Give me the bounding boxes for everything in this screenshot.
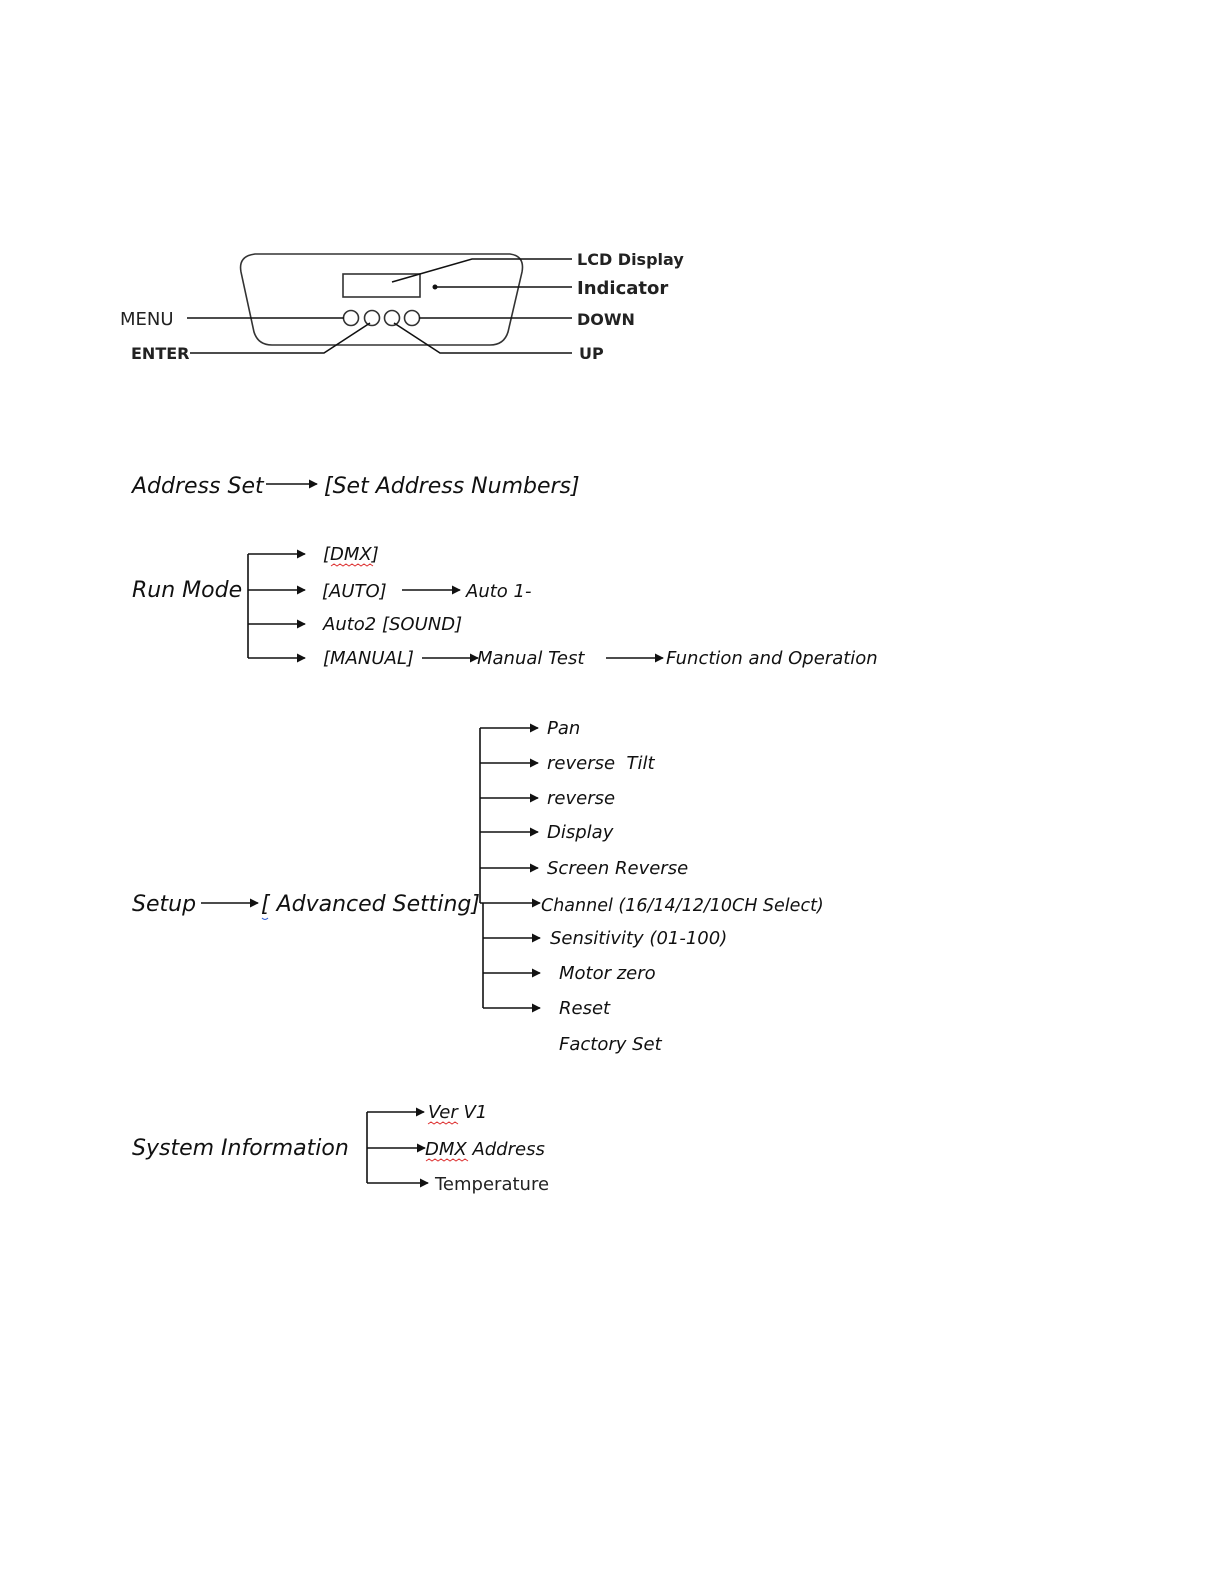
menu-button[interactable] <box>344 311 359 326</box>
menu-label: MENU <box>120 309 174 330</box>
setup-branch <box>132 718 824 1055</box>
auto2-sound-option: Auto2 [SOUND] <box>323 614 463 635</box>
lcd-display-label: LCD Display <box>577 250 684 269</box>
auto-option: [AUTO] <box>322 581 387 602</box>
setup-item-reset: Reset <box>559 998 611 1019</box>
down-label: DOWN <box>577 310 635 329</box>
down-button[interactable] <box>405 311 420 326</box>
system-information-label: System Information <box>132 1136 349 1161</box>
system-info-temperature: Temperature <box>435 1174 550 1195</box>
setup-item-channel: Channel (16/14/12/10CH Select) <box>541 896 824 916</box>
advanced-setting: [ Advanced Setting] <box>261 892 480 917</box>
setup-item-factory-set: Factory Set <box>559 1034 662 1055</box>
auto-1-option: Auto 1- <box>466 581 532 602</box>
device-body <box>241 254 523 345</box>
device-panel <box>120 250 684 363</box>
setup-item-motor-zero: Motor zero <box>559 963 656 984</box>
setup-item-reverse: reverse <box>547 788 616 809</box>
function-operation-option: Function and Operation <box>666 648 878 669</box>
setup-label: Setup <box>132 892 197 917</box>
system-info-ver: Ver V1 <box>428 1102 488 1123</box>
run-mode-branch <box>132 544 878 669</box>
indicator-led <box>433 285 438 290</box>
advanced-grammar-mark <box>262 918 268 920</box>
enter-label: ENTER <box>131 344 190 363</box>
system-information-branch <box>132 1102 549 1195</box>
address-set-label: Address Set <box>132 474 264 499</box>
indicator-label: Indicator <box>577 278 669 299</box>
setup-item-reverse-tilt: reverse Tilt <box>547 753 655 774</box>
setup-item-sensitivity: Sensitivity (01-100) <box>550 928 728 949</box>
up-label: UP <box>579 344 604 363</box>
system-info-dmx-address: DMX Address <box>425 1139 545 1160</box>
setup-item-pan: Pan <box>547 718 581 739</box>
enter-leader <box>190 323 370 353</box>
setup-item-screen-reverse: Screen Reverse <box>547 858 689 879</box>
up-button[interactable] <box>385 311 400 326</box>
manual-test-option: Manual Test <box>477 648 585 669</box>
up-leader <box>394 323 572 353</box>
enter-button[interactable] <box>365 311 380 326</box>
lcd-pointer-line <box>392 259 572 282</box>
manual-option: [MANUAL] <box>323 648 414 669</box>
address-set-branch <box>130 474 580 499</box>
dmx-option: [DMX] <box>323 544 379 565</box>
set-address-numbers: [Set Address Numbers] <box>324 474 580 499</box>
run-mode-label: Run Mode <box>132 578 243 603</box>
setup-item-display: Display <box>547 822 614 843</box>
